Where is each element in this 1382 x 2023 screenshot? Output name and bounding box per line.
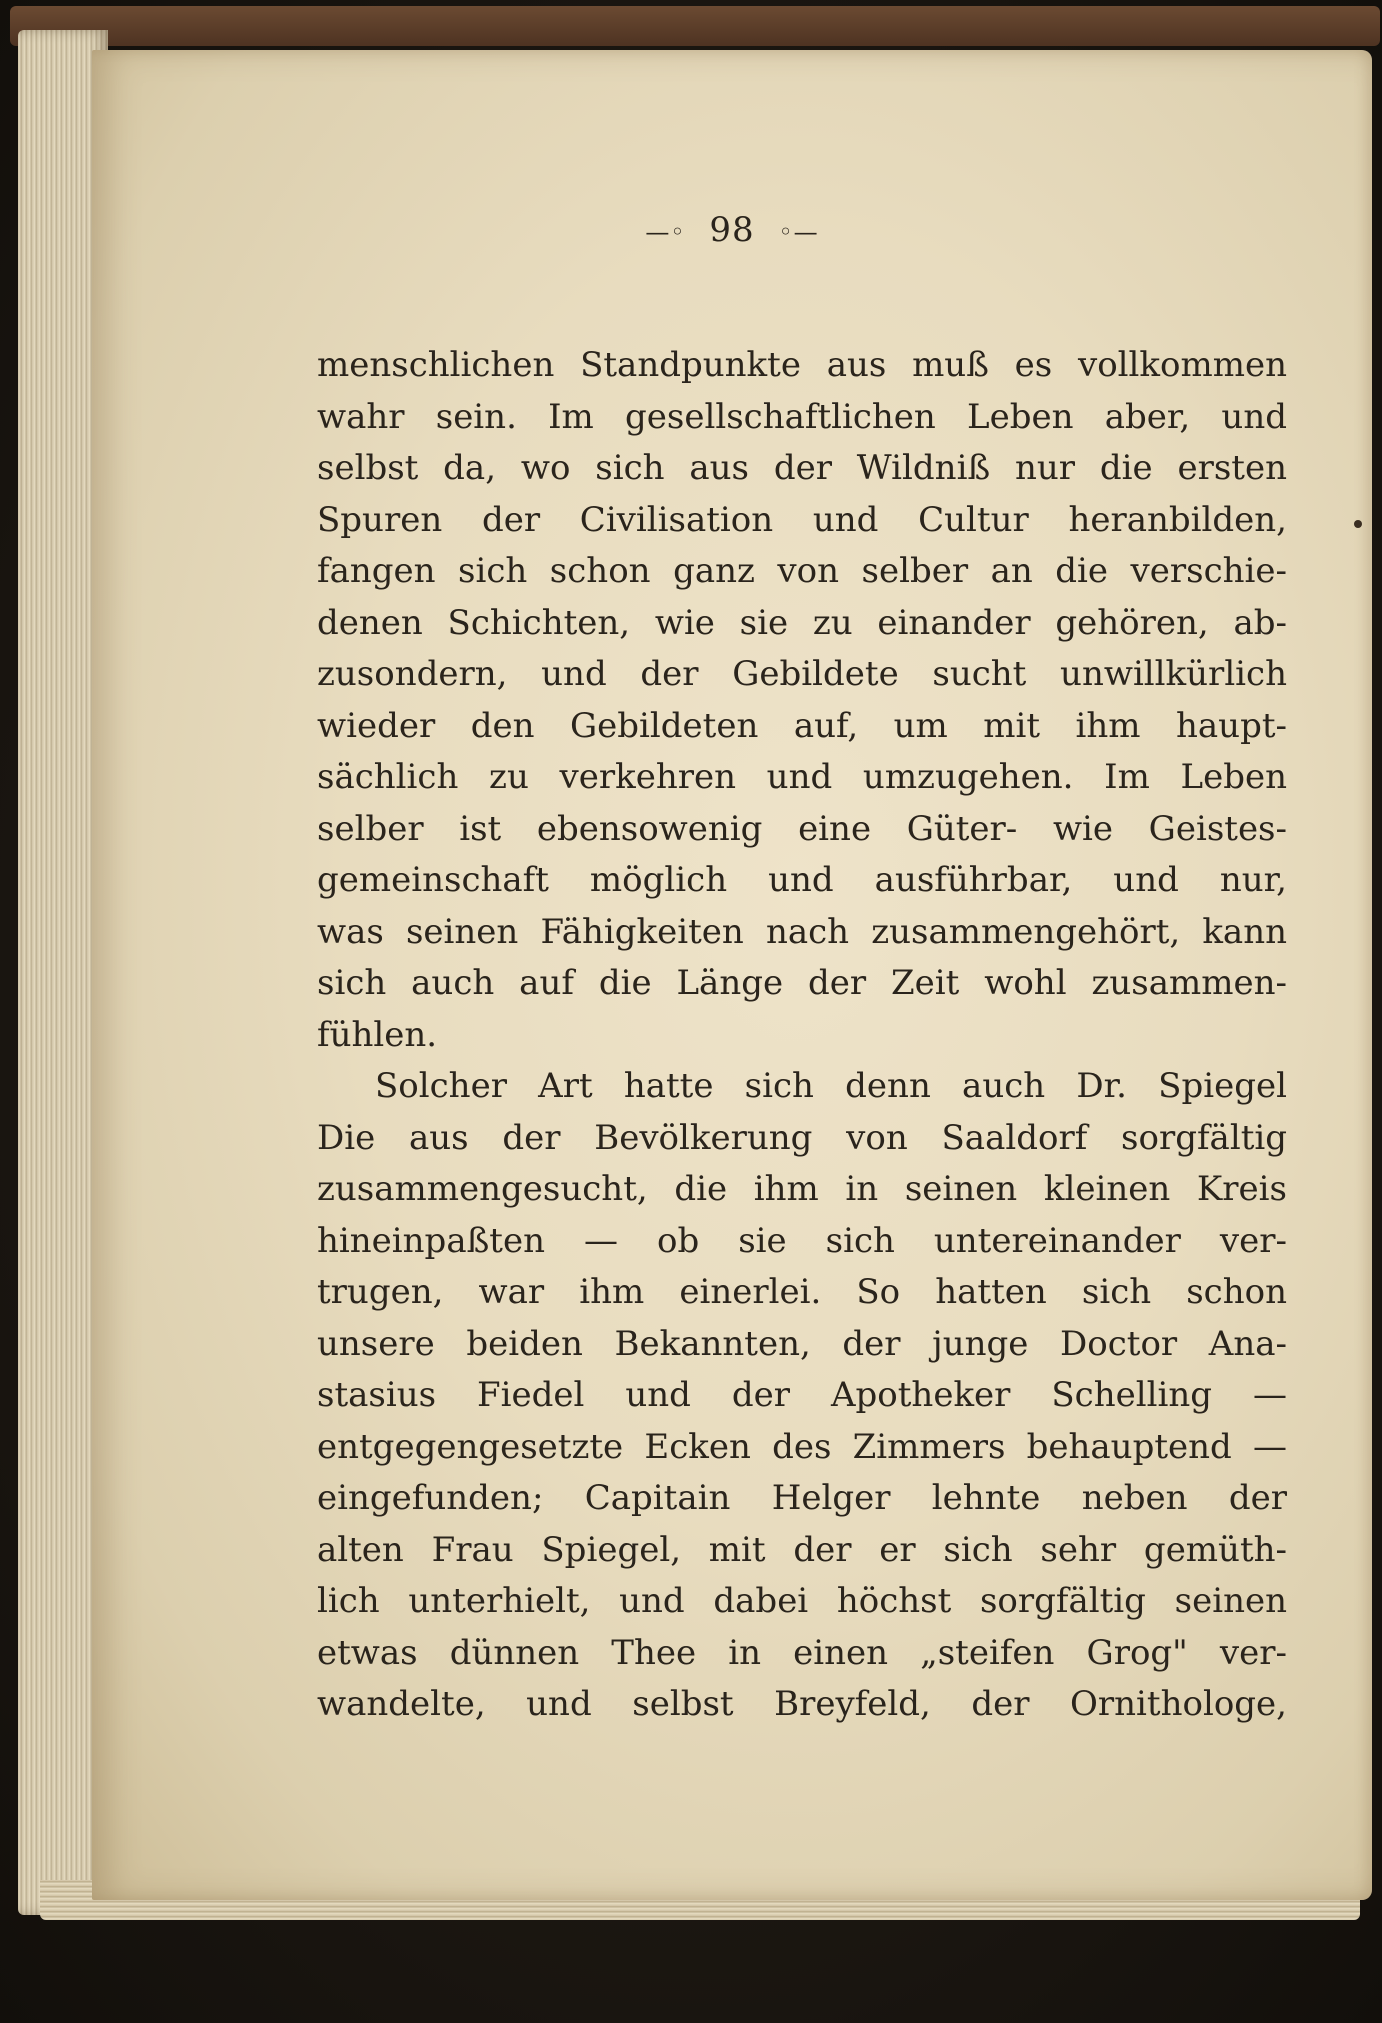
text-line: was seinen Fähigkeiten nach zusammengehört, kann — [317, 911, 1287, 952]
page-header — [92, 210, 1372, 250]
ornament-right: ◦— — [778, 218, 819, 246]
text-line: lich unterhielt, und dabei höchst sorgfältig seinen — [317, 1581, 1287, 1621]
text-line: selber ist ebensowenig eine Güter- wie Geistes- — [317, 808, 1287, 849]
text-line: denen Schichten, wie sie zu einander gehören, ab- — [317, 602, 1287, 643]
ink-speck — [1354, 520, 1362, 528]
text-line: wahr sein. Im gesellschaftlichen Leben aber, und — [317, 396, 1287, 437]
text-line: wieder den Gebildeten auf, um mit ihm haupt- — [317, 705, 1287, 746]
text-line: zusammengesucht, die ihm in seinen kleinen Kreis — [317, 1169, 1287, 1209]
text-line: sich auch auf die Länge der Zeit wohl zusammen- — [317, 963, 1287, 1003]
text-line: wandelte, und selbst Breyfeld, der Ornithologe, — [317, 1684, 1287, 1724]
text-line: hineinpaßten — ob sie sich untereinander ver- — [317, 1220, 1287, 1261]
text-line: zusondern, und der Gebildete sucht unwillkürlich — [317, 654, 1287, 694]
text-line: unsere beiden Bekannten, der junge Doctor Ana- — [317, 1323, 1287, 1364]
text-line: trugen, war ihm einerlei. So hatten sich schon — [317, 1272, 1287, 1312]
text-line: menschlichen Standpunkte aus muß es vollkommen — [317, 345, 1287, 385]
text-line: alten Frau Spiegel, mit der er sich sehr gemüth- — [317, 1529, 1287, 1570]
page-number: 98 — [709, 210, 755, 250]
body-text — [317, 340, 1287, 1731]
book-page — [92, 50, 1372, 1900]
text-line: etwas dünnen Thee in einen „steifen Grog" ver- — [317, 1632, 1287, 1673]
text-line: stasius Fiedel und der Apotheker Schelling — — [317, 1375, 1287, 1415]
text-line: gemeinschaft möglich und ausführbar, und nur, — [317, 860, 1287, 900]
text-line: Die aus der Bevölkerung von Saaldorf sorgfältig — [317, 1117, 1287, 1158]
book-cover-edge — [10, 6, 1380, 46]
text-line: eingefunden; Capitain Helger lehnte neben der — [317, 1478, 1287, 1518]
text-line: entgegengesetzte Ecken des Zimmers behauptend — — [317, 1426, 1287, 1467]
text-line: selbst da, wo sich aus der Wildniß nur die ersten — [317, 448, 1287, 488]
text-line: sächlich zu verkehren und umzugehen. Im Leben — [317, 757, 1287, 797]
text-line: fühlen. — [317, 1014, 438, 1055]
ornament-left: —◦ — [645, 218, 686, 246]
text-line: fangen sich schon ganz von selber an die verschie- — [317, 551, 1287, 591]
text-line: Solcher Art hatte sich denn auch Dr. Spiegel — [375, 1066, 1287, 1106]
text-line: Spuren der Civilisation und Cultur heranbilden, — [317, 499, 1287, 540]
